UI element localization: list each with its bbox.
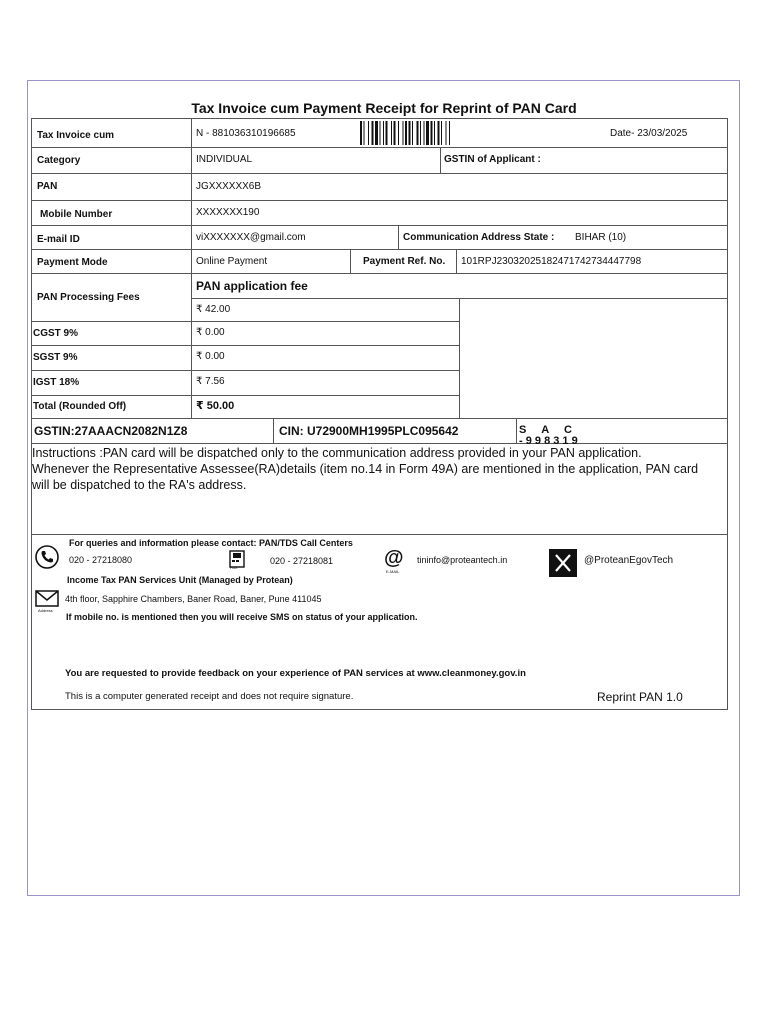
row-divider <box>31 173 728 174</box>
col-divider <box>398 225 399 249</box>
row-divider <box>31 200 728 201</box>
contact-email: tininfo@proteantech.in <box>417 555 508 565</box>
pan-label: PAN <box>37 181 58 192</box>
invoice-barcode <box>360 121 560 145</box>
email-label: E-mail ID <box>37 234 80 245</box>
row-divider <box>31 418 728 419</box>
col-divider <box>459 298 460 418</box>
sgst-value: ₹ 0.00 <box>196 351 225 362</box>
phone-number: 020 - 27218080 <box>69 555 133 565</box>
instruction-line: Instructions :PAN card will be dispatched only to the communication address provided in your PAN application. <box>32 446 642 460</box>
category-label: Category <box>37 155 81 166</box>
communication-state-value: BIHAR (10) <box>575 232 627 243</box>
row-divider <box>31 395 459 396</box>
social-handle: @ProteanEgovTech <box>584 555 674 566</box>
contact-address: 4th floor, Sapphire Chambers, Baner Road, Baner, Pune 411045 <box>65 594 322 604</box>
instructions <box>32 445 722 493</box>
payment-ref-label: Payment Ref. No. <box>363 256 446 267</box>
address-icon-label: Address <box>38 608 53 613</box>
fax-icon-label: FAX <box>230 565 238 570</box>
communication-state-label: Communication Address State : <box>403 232 555 243</box>
feedback-note: You are requested to provide feedback on your experience of PAN services at www.cleanmoney.gov.in <box>65 668 526 679</box>
email-value: viXXXXXXX@gmail.com <box>196 232 306 243</box>
email-at-icon: @ <box>384 547 404 569</box>
x-social-icon <box>549 549 577 577</box>
receipt-title: Tax Invoice cum Payment Receipt for Reprint of PAN Card <box>191 100 577 116</box>
row-divider <box>31 370 459 371</box>
fax-number: 020 - 27218081 <box>270 556 334 566</box>
igst-label: IGST 18% <box>33 377 80 388</box>
row-divider <box>31 147 728 148</box>
igst-value: ₹ 7.56 <box>196 376 225 387</box>
cin-number: CIN: U72900MH1995PLC095642 <box>279 424 459 438</box>
app-fee-value: ₹ 42.00 <box>196 304 231 315</box>
row-divider <box>31 443 728 444</box>
invoice-date: Date- 23/03/2025 <box>610 128 688 139</box>
row-divider <box>31 321 459 322</box>
row-divider <box>31 273 728 274</box>
sgst-label: SGST 9% <box>33 352 78 363</box>
instruction-line: will be dispatched to the RA's address. <box>32 478 247 492</box>
processing-fees-label: PAN Processing Fees <box>37 292 140 303</box>
payment-mode-value: Online Payment <box>196 256 268 267</box>
total-label: Total (Rounded Off) <box>33 401 127 412</box>
app-fee-label: PAN application fee <box>196 279 308 293</box>
gstin-applicant-label: GSTIN of Applicant : <box>444 154 541 165</box>
row-divider <box>31 534 728 535</box>
receipt-version: Reprint PAN 1.0 <box>597 690 683 704</box>
category-value: INDIVIDUAL <box>196 154 253 165</box>
payment-mode-label: Payment Mode <box>37 257 108 268</box>
mobile-label: Mobile Number <box>40 209 113 220</box>
contact-heading: For queries and information please contact: PAN/TDS Call Centers <box>69 538 353 548</box>
sms-note: If mobile no. is mentioned then you will receive SMS on status of your application. <box>66 612 418 622</box>
col-divider <box>456 249 457 273</box>
instruction-line: Whenever the Representative Assessee(RA)details (item no.14 in Form 49A) are mentioned in the application, PAN card <box>32 462 699 476</box>
total-value: ₹ 50.00 <box>196 400 235 412</box>
computer-generated-note: This is a computer generated receipt and does not require signature. <box>65 691 354 702</box>
pan-value: JGXXXXXX6B <box>196 181 262 192</box>
sac-label: S A C <box>519 424 572 436</box>
payment-ref-value: 101RPJ230320251824717427344477​98 <box>461 256 642 267</box>
cgst-label: CGST 9% <box>33 328 79 339</box>
col-divider <box>516 418 517 443</box>
cgst-value: ₹ 0.00 <box>196 327 225 338</box>
gstin-protean: GSTIN:27AAACN2082N1Z8 <box>34 424 188 438</box>
col-divider <box>440 147 441 173</box>
envelope-icon <box>35 590 59 608</box>
col-divider <box>350 249 351 273</box>
service-unit: Income Tax PAN Services Unit (Managed by Protean) <box>67 575 293 585</box>
phone-icon <box>35 545 59 569</box>
sac-code: - 9 9 8 3 1 9 <box>519 435 578 447</box>
row-divider <box>31 225 728 226</box>
email-icon-label: E-MAIL <box>386 569 400 574</box>
row-divider <box>31 249 728 250</box>
invoice-label: Tax Invoice cum <box>37 130 115 141</box>
invoice-number: N - 881036310196685 <box>196 128 296 139</box>
row-divider <box>31 345 459 346</box>
mobile-value: XXXXXXX190 <box>196 207 260 218</box>
col-divider <box>191 118 192 418</box>
col-divider <box>273 418 274 443</box>
